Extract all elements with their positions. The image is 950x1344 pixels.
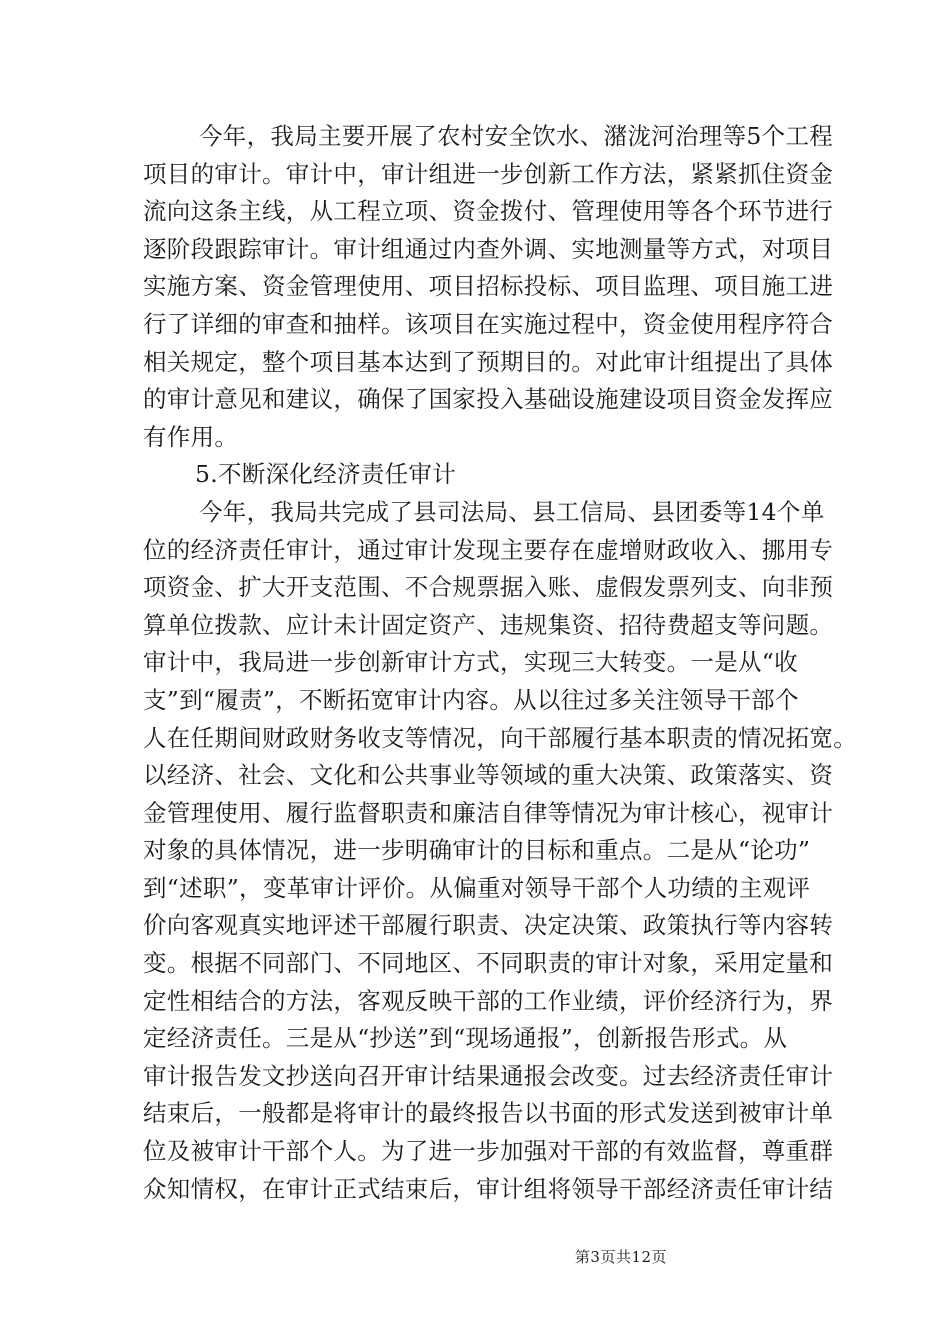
text-line: 定经济责任。三是从“抄送”到“现场通报”，创新报告形式。从 — [143, 1024, 788, 1053]
text-line: 有作用。 — [143, 422, 239, 451]
text-line: 算单位拨款、应计未计固定资产、违规集资、招待费超支等问题。 — [143, 610, 834, 639]
paragraph-2 — [143, 494, 857, 1208]
text-line: 审计报告发文抄送向召开审计结果通报会改变。过去经济责任审计 — [143, 1061, 834, 1090]
text-line: 今年，我局主要开展了农村安全饮水、潴泷河治理等5个工程 — [199, 122, 834, 150]
text-line: 流向这条主线，从工程立项、资金拨付、管理使用等各个环节进行 — [143, 197, 834, 226]
text-line: 到“述职”，变革审计评价。从偏重对领导干部个人功绩的主观评 — [143, 873, 811, 902]
text-line: 审计中，我局进一步创新审计方式，实现三大转变。一是从“收 — [143, 648, 798, 677]
text-line: 结束后，一般都是将审计的最终报告以书面的形式发送到被审计单 — [143, 1099, 834, 1128]
text-line: 的审计意见和建议，确保了国家投入基础设施建设项目资金发挥应 — [143, 385, 834, 414]
text-line: 众知情权，在审计正式结束后，审计组将领导干部经济责任审计结 — [143, 1174, 834, 1203]
text-line: 对象的具体情况，进一步明确审计的目标和重点。二是从“论功” — [143, 836, 811, 865]
text-line: 变。根据不同部门、不同地区、不同职责的审计对象，采用定量和 — [143, 949, 834, 978]
page-number: 第3页共12页 — [574, 1248, 668, 1266]
text-line: 今年，我局共完成了县司法局、县工信局、县团委等14个单 — [199, 497, 825, 526]
text-line: 价向客观真实地评述干部履行职责、决定决策、政策执行等内容转 — [143, 911, 834, 940]
text-line: 位的经济责任审计，通过审计发现主要存在虚增财政收入、挪用专 — [143, 535, 834, 564]
text-line: 支”到“履责”，不断拓宽审计内容。从以往过多关注领导干部个 — [143, 685, 799, 714]
text-line: 定性相结合的方法，客观反映干部的工作业绩，评价经济行为，界 — [143, 986, 834, 1015]
paragraph-1 — [143, 118, 834, 456]
section-heading: 5.不断深化经济责任审计 — [195, 460, 457, 489]
text-line: 以经济、社会、文化和公共事业等领域的重大决策、政策落实、资 — [143, 761, 834, 790]
text-line: 逐阶段跟踪审计。审计组通过内查外调、实地测量等方式，对项目 — [143, 234, 834, 263]
body-text — [143, 118, 857, 1208]
page-footer — [0, 1246, 950, 1267]
text-line: 实施方案、资金管理使用、项目招标投标、项目监理、项目施工进 — [143, 272, 834, 301]
text-line: 行了详细的审查和抽样。该项目在实施过程中，资金使用程序符合 — [143, 309, 834, 338]
text-line: 人在任期间财政财务收支等情况，向干部履行基本职责的情况拓宽。 — [143, 723, 857, 752]
text-line: 项目的审计。审计中，审计组进一步创新工作方法，紧紧抓住资金 — [143, 159, 834, 188]
text-line: 项资金、扩大开支范围、不合规票据入账、虚假发票列支、向非预 — [143, 573, 834, 602]
text-line: 金管理使用、履行监督职责和廉洁自律等情况为审计核心，视审计 — [143, 798, 834, 827]
text-line: 位及被审计干部个人。为了进一步加强对干部的有效监督，尊重群 — [143, 1137, 834, 1166]
text-line: 相关规定，整个项目基本达到了预期目的。对此审计组提出了具体 — [143, 347, 834, 376]
